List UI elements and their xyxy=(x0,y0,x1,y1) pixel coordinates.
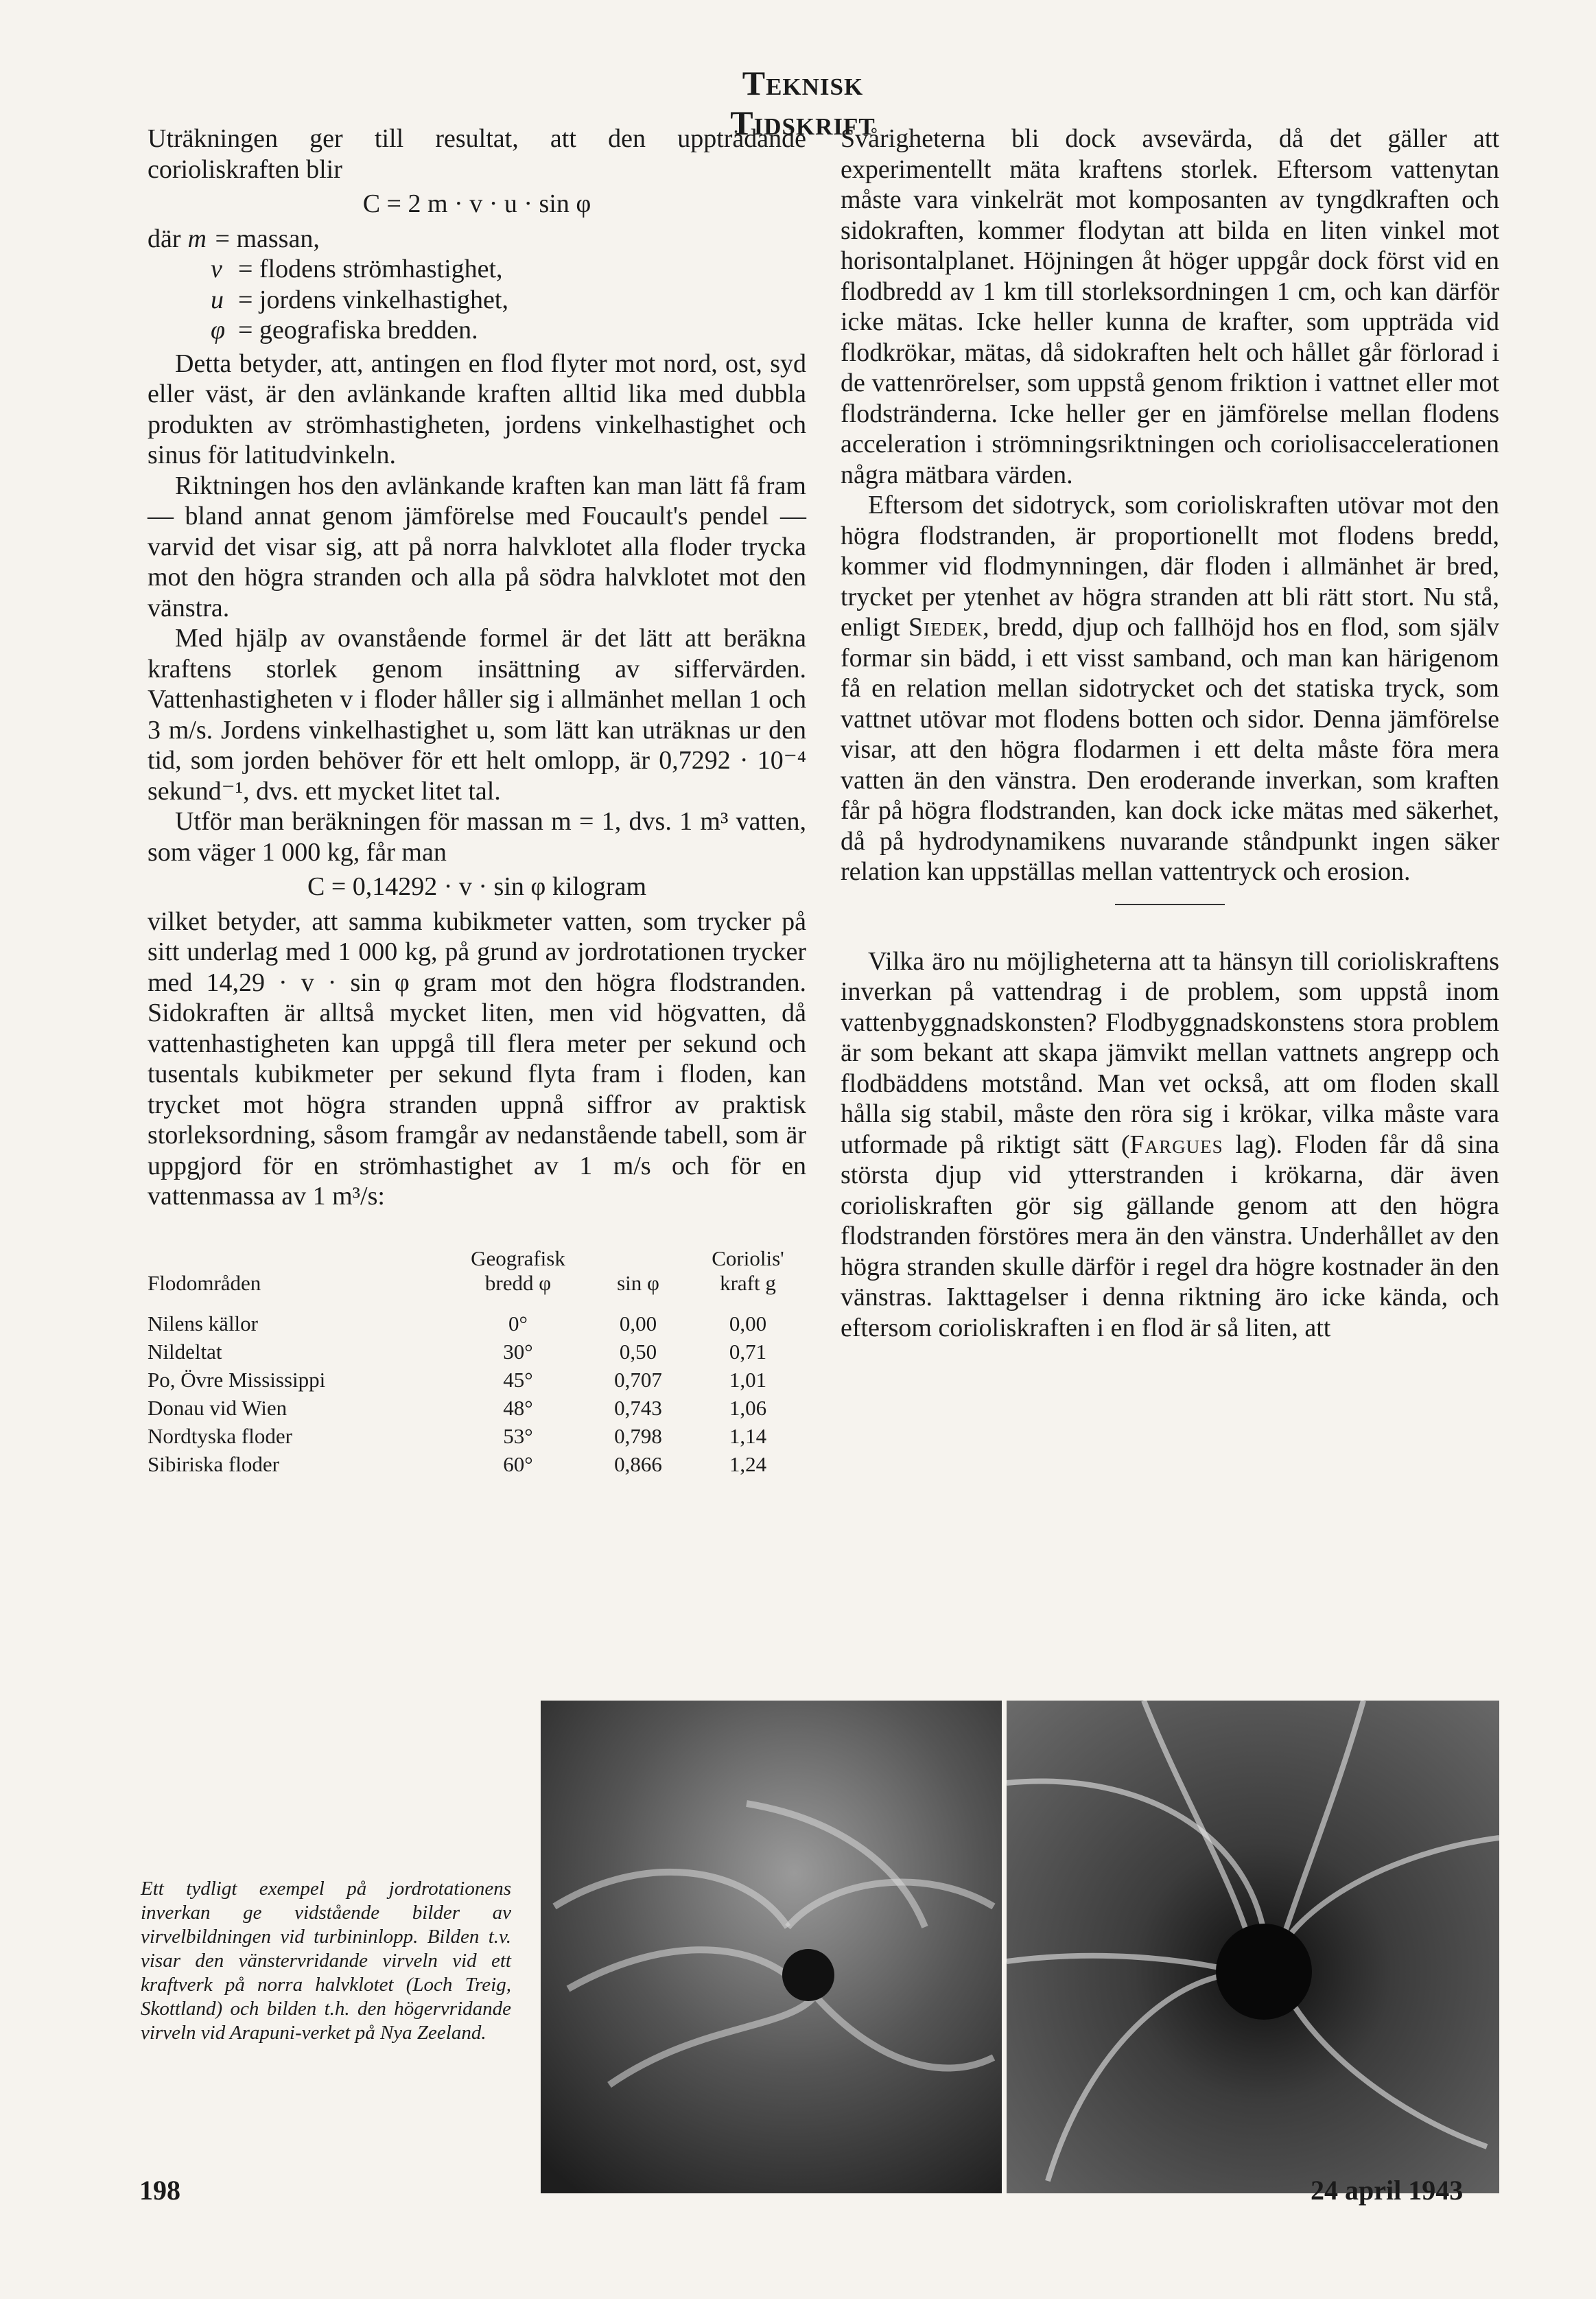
table-cell: 1,06 xyxy=(729,1395,767,1420)
definition-row: φ = geografiska bredden. xyxy=(211,316,478,345)
paragraph: vilket betyder, att samma kubikmeter vatten, som trycker på sitt underlag med 1 000 kg, på grund av jordrotationen trycker med 14,29 · v · sin φ gram mot den högra flodstranden. Sidokraften är alltså mycket liten, men vid högvatten, då vattenhastigheten kan uppgå till flera meter per sekund och tusentals kubikmeter per sekund flyta fram i floden, kan trycket mot högra stranden uppnå siffror av praktisk storleksordning, såsom framgår av nedanstående tabell, som är uppgjord för en strömhastighet av 1 m/s och för en vattenmassa av 1 m³/s: xyxy=(148,907,806,1211)
definition-row: u = jordens vinkelhastighet, xyxy=(211,285,508,314)
table-header-row xyxy=(148,1246,806,1309)
table-row xyxy=(148,1338,806,1366)
table-row xyxy=(148,1450,806,1478)
figure-caption: Ett tydligt exempel på jordrotationens inverkan ge vidstående bilder av virvelbildningen vid turbininlopp. Bilden t.v. visar den vänstervridande virveln vid ett kraftverk på norra halvklotet (Loch Treig, Skottland) och bilden t.h. den högervridande virveln vid Arapuni-verket på Nya Zeeland. xyxy=(141,1878,511,2044)
table-cell: 0,00 xyxy=(729,1311,767,1335)
table-cell: 0° xyxy=(508,1311,528,1335)
journal-title: Teknisk Tidskrift xyxy=(730,64,876,142)
formula-kilogram: C = 0,14292 · v · sin φ kilogram xyxy=(307,872,647,901)
column-header: Flodområden xyxy=(148,1270,261,1295)
page-number: 198 xyxy=(139,2175,180,2206)
issue-date: 24 april 1943 xyxy=(1311,2175,1464,2206)
paragraph: Utför man beräkningen för massan m = 1, dvs. 1 m³ vatten, som väger 1 000 kg, får man xyxy=(148,807,806,867)
definition-row: v = flodens strömhastighet, xyxy=(211,255,503,283)
paragraph: Vilka äro nu möjligheterna att ta hänsyn till corioliskraftens inverkan på vattendrag i de problem, som uppstå inom vattenbyggnadskonsten? Flodbyggnadskonstens stora problem är som bekant att skapa jämvikt mellan vattnets angrepp och flodbäddens motstånd. Man vet också, att om floden skall hålla sig stabil, måste den röra sig i krökar, vilka måste vara utformade på riktigt sätt (Fargues lag). Floden får då sina största djup vid ytterstranden i krökarna, där även corioliskraften gör sig gällande genom att den högra flodstranden förstöres mera än den vänstra. Underhållet av den högra stranden skulle därför i regel dra högre kostnader än den vänstras. Iakttagelser i denna riktning äro icke kända, och eftersom corioliskraften i en flod är så liten, att xyxy=(841,946,1499,1342)
table-cell: 60° xyxy=(503,1451,533,1476)
table-cell: Nildeltat xyxy=(148,1339,222,1364)
table-cell: 53° xyxy=(503,1423,533,1448)
right-column xyxy=(841,124,1499,1343)
author-name: Fargues xyxy=(1129,1130,1223,1159)
paragraph: Uträkningen ger till resultat, att den uppträdande corioliskraften blir xyxy=(148,124,806,184)
table-cell: 1,14 xyxy=(729,1423,767,1448)
table-cell: 0,743 xyxy=(614,1395,662,1420)
table-cell: 1,01 xyxy=(729,1367,767,1392)
column-header: sin φ xyxy=(617,1270,659,1295)
table-cell: 0,866 xyxy=(614,1451,662,1476)
table-cell: Donau vid Wien xyxy=(148,1395,287,1420)
column-header: Coriolis' kraft g xyxy=(712,1246,784,1295)
table-cell: 0,00 xyxy=(619,1311,657,1335)
author-name: Siedek xyxy=(908,613,983,642)
table-cell: Nilens källor xyxy=(148,1311,258,1335)
table-row xyxy=(148,1366,806,1394)
table-cell: 0,798 xyxy=(614,1423,662,1448)
vortex-photo-loch-treig xyxy=(541,1701,1002,2193)
table-cell: Nordtyska floder xyxy=(148,1423,292,1448)
paragraph: Eftersom det sidotryck, som corioliskraften utövar mot den högra flodstranden, är proportionellt mot flodens bredd, kommer vid flodmynningen, där floden i allmänhet är bred, trycket per ytenhet av högra stranden att bli rätt stort. Nu stå, enligt Siedek, bredd, djup och fallhöjd hos en flod, som själv formar sin bädd, i ett visst samband, och man kan härigenom få en relation mellan sidotrycket och det statiska tryck, som vattnet utövar mot flodens botten och sidor. Denna jämförelse visar, att den högra flodarmen i ett delta måste föra mera vatten än den vänstra. Den eroderande inverkan, som kraften får på högra flodstranden, kan dock icke mätas med säkerhet, då på hydrodynamikens nuvarande ståndpunkt ingen säker relation kan uppställas mellan vattentryck och erosion. xyxy=(841,491,1500,886)
table-cell: Po, Övre Mississippi xyxy=(148,1367,326,1392)
table-cell: 0,707 xyxy=(614,1367,662,1392)
definition-row: där m = massan, xyxy=(148,224,320,253)
column-header: Geografisk bredd φ xyxy=(471,1246,565,1295)
left-column xyxy=(148,124,806,1478)
variable-definitions xyxy=(148,224,806,346)
table-cell: 0,50 xyxy=(619,1339,657,1364)
table-row xyxy=(148,1422,806,1450)
paragraph: Svårigheterna bli dock avsevärda, då det gäller att experimentellt mäta kraftens storlek. Eftersom vattenytan måste vara vinkelrät mot komposanten av tyngdkraften och sidokraften, kommer flodytan att bilda en liten vinkel mot horisontalplanet. Höjningen åt höger uppgår dock först vid en flodbredd av 1 km till storleksordningen 1 cm, och kan därför icke mätas. Icke heller kunna de krafter, som uppträda vid flodkrökar, mätas, då sidokraften helt och hållet går förlorad i de vattenrörelser, som uppstå genom friktion i vattnet eller mot flodstränderna. Icke heller ger en jämförelse mellan flodens acceleration i strömningsriktningen och coriolisaccelerationen några mätbara värden. xyxy=(841,124,1499,489)
paragraph: Detta betyder, att, antingen en flod flyter mot nord, ost, syd eller väst, är den avlänkande kraften alltid lika med dubbla produkten av strömhastigheten, jordens vinkelhastighet och sinus för latitudvinkeln. xyxy=(148,349,806,469)
table-row xyxy=(148,1309,806,1338)
table-cell: 45° xyxy=(503,1367,533,1392)
table-cell: 30° xyxy=(503,1339,533,1364)
paragraph: Med hjälp av ovanstående formel är det lätt att beräkna kraftens storlek genom insättning av siffervärden. Vattenhastigheten v i floder håller sig i allmänhet mellan 1 och 3 m/s. Jordens vinkelhastighet u, som lätt kan uträknas ur den tid, som jorden behöver för ett helt omlopp, är 0,7292 · 10⁻⁴ sekund⁻¹, dvs. ett mycket litet tal. xyxy=(148,624,806,806)
table-cell: Sibiriska floder xyxy=(148,1451,279,1476)
table-cell: 1,24 xyxy=(729,1451,767,1476)
formula-coriolis: C = 2 m · v · u · sin φ xyxy=(362,189,591,218)
vortex-photo-arapuni xyxy=(1007,1701,1499,2193)
paragraph: Riktningen hos den avlänkande kraften kan man lätt få fram — bland annat genom jämförelse med Foucault's pendel — varvid det visar sig, att på norra halvklotet alla floder trycka mot den högra stranden och alla på södra halvklotet mot den vänstra. xyxy=(148,471,806,622)
coriolis-force-table xyxy=(148,1246,806,1478)
section-divider xyxy=(1115,904,1225,905)
table-cell: 0,71 xyxy=(729,1339,767,1364)
table-cell: 48° xyxy=(503,1395,533,1420)
table-row xyxy=(148,1394,806,1422)
